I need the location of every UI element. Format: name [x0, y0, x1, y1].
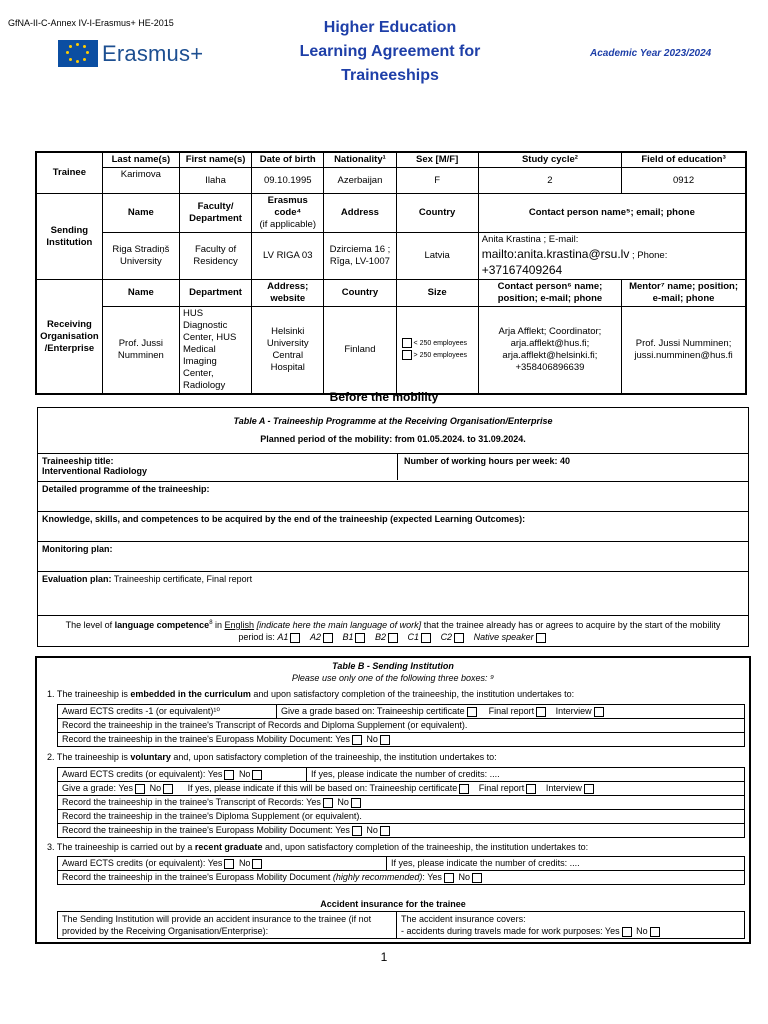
planned-period: Planned period of the mobility: from 01.05.2024. to 31.09.2024.	[260, 434, 526, 444]
s2-final-report-checkbox[interactable]	[526, 784, 536, 794]
s1-transcript: Record the traineeship in the trainee's Transcript of Records and Diploma Supplement (or equivalent).	[58, 719, 745, 733]
s2-europass-yes-checkbox[interactable]	[352, 826, 362, 836]
s2-credits-number: If yes, please indicate the number of credits: ....	[307, 768, 745, 782]
level-a1-checkbox[interactable]	[290, 633, 300, 643]
traineeship-title-row	[38, 454, 748, 482]
monitoring-plan: Monitoring plan:	[38, 542, 748, 572]
level-b2-checkbox[interactable]	[388, 633, 398, 643]
th-r-mentor: Mentor⁷ name; position; e-mail; phone	[622, 280, 746, 307]
th-s-contact: Contact person name⁵; email; phone	[478, 194, 746, 233]
trainee-first-name: Ilaha	[179, 168, 251, 194]
sending-faculty: Faculty of Residency	[179, 233, 251, 280]
level-b1-checkbox[interactable]	[355, 633, 365, 643]
trainee-study-cycle: 2	[478, 168, 621, 194]
s2-transcript: Record the traineeship in the trainee's Transcript of Records: Yes No	[58, 796, 745, 810]
s2-grade-yes-checkbox[interactable]	[135, 784, 145, 794]
language-competence: The level of language competence$^8$ in English [indicate here the main language of work] that the trainee already has or agrees to acquire by the start of the mobility period is: A1 A2 B1 B2 C1 C2 Native speaker	[65, 620, 721, 642]
section-2-table	[57, 767, 745, 838]
level-native-checkbox[interactable]	[536, 633, 546, 643]
logo-text: Erasmus+	[102, 40, 204, 66]
sending-country: Latvia	[396, 233, 478, 280]
table-b-subtitle: Please use only one of the following three boxes: ⁹	[291, 673, 495, 683]
s2-europass-no-checkbox[interactable]	[380, 826, 390, 836]
th-dob: Date of birth	[252, 152, 324, 168]
th-sex: Sex [M/F]	[396, 152, 478, 168]
trainee-sex: F	[396, 168, 478, 194]
trainee-label: Trainee	[36, 152, 102, 194]
receiving-address: Helsinki University Central Hospital	[252, 307, 324, 395]
receiving-size: < 250 employees > 250 employees	[396, 307, 478, 395]
s3-europass-yes-checkbox[interactable]	[444, 873, 454, 883]
section-3-table	[57, 856, 745, 885]
section-2-intro: 2. The traineeship is voluntary and, upon satisfactory completion of the traineeship, the institution undertakes to:	[47, 752, 497, 762]
s3-award-no-checkbox[interactable]	[252, 859, 262, 869]
accident-title: Accident insurance for the trainee	[320, 899, 466, 909]
level-c1-checkbox[interactable]	[421, 633, 431, 643]
sending-address: Dzirciema 16 ; Rīga, LV-1007	[324, 233, 396, 280]
th-s-name: Name	[102, 194, 179, 233]
level-c2-checkbox[interactable]	[454, 633, 464, 643]
s1-europass-no-checkbox[interactable]	[380, 735, 390, 745]
s1-europass: Record the traineeship in the trainee's Europass Mobility Document: Yes No	[58, 733, 745, 747]
s2-transcript-yes-checkbox[interactable]	[323, 798, 333, 808]
eu-flag-icon	[58, 40, 98, 67]
th-s-code: Erasmus code⁴ (if applicable)	[252, 194, 324, 233]
s3-europass-no-checkbox[interactable]	[472, 873, 482, 883]
sending-code: LV RIGA 03	[252, 233, 324, 280]
size-large-checkbox[interactable]	[402, 350, 412, 360]
traineeship-title-label: Traineeship title:	[42, 456, 114, 466]
evaluation-plan: Evaluation plan: Traineeship certificate, Final report	[38, 572, 748, 616]
s3-award-yes-checkbox[interactable]	[224, 859, 234, 869]
th-study-cycle: Study cycle²	[478, 152, 621, 168]
trainee-field: 0912	[622, 168, 746, 194]
size-small-checkbox[interactable]	[402, 338, 412, 348]
th-r-country: Country	[324, 280, 396, 307]
before-heading: Before the mobility	[329, 390, 439, 404]
working-hours: Number of working hours per week: 40	[404, 456, 571, 466]
th-s-address: Address	[324, 194, 396, 233]
s3-europass: Record the traineeship in the trainee's Europass Mobility Document (highly recommended): Yes No	[58, 871, 745, 885]
trainee-nationality: Azerbaijan	[324, 168, 396, 194]
receiving-department: HUS Diagnostic Center, HUS Medical Imaging Center, Radiology	[179, 307, 251, 395]
th-s-country: Country	[396, 194, 478, 233]
th-last-name: Last name(s)	[102, 152, 179, 168]
s2-transcript-no-checkbox[interactable]	[351, 798, 361, 808]
s1-grade: Give a grade based on: Traineeship certificate Final report Interview	[277, 705, 745, 719]
document-reference: GfNA-II-C-Annex IV-I-Erasmus+ HE-2015	[8, 18, 174, 28]
s2-grade-no-checkbox[interactable]	[163, 784, 173, 794]
accident-no-checkbox[interactable]	[650, 927, 660, 937]
section-3-intro: 3. The traineeship is carried out by a recent graduate and, upon satisfactory completion of the traineeship, the institution undertakes to:	[47, 842, 589, 852]
s1-europass-yes-checkbox[interactable]	[352, 735, 362, 745]
s2-grade: Give a grade: Yes No If yes, please indicate if this will be based on: Traineeship certificate Final report Interview	[58, 782, 745, 796]
erasmus-logo	[58, 40, 203, 67]
receiving-contact: Arja Afflekt; Coordinator; arja.afflekt@hus.fi; arja.afflekt@helsinki.fi; +358406896639	[478, 307, 621, 395]
s1-certificate-checkbox[interactable]	[467, 707, 477, 717]
sending-label: Sending Institution	[36, 194, 102, 280]
s2-interview-checkbox[interactable]	[584, 784, 594, 794]
academic-year: Academic Year 2023/2024	[590, 48, 712, 59]
accident-right: The accident insurance covers: - accidents during travels made for work purposes: Yes No	[397, 912, 745, 939]
table-b-title: Table B - Sending Institution	[332, 661, 454, 671]
receiving-name: Prof. Jussi Numminen	[102, 307, 179, 395]
detailed-programme: Detailed programme of the traineeship:	[38, 482, 748, 512]
level-a2-checkbox[interactable]	[323, 633, 333, 643]
th-s-faculty: Faculty/ Department	[179, 194, 251, 233]
s1-award-credits: Award ECTS credits -1 (or equivalent)¹⁰	[58, 705, 277, 719]
table-b	[35, 656, 751, 944]
accident-left: The Sending Institution will provide an accident insurance to the trainee (if not provided by the Receiving Organisation/Enterprise):	[58, 912, 397, 939]
s2-diploma: Record the traineeship in the trainee's Diploma Supplement (or equivalent).	[58, 810, 745, 824]
page-number: 1	[380, 950, 388, 964]
traineeship-title-value: Interventional Radiology	[42, 466, 148, 476]
th-field: Field of education³	[622, 152, 746, 168]
th-r-name: Name	[102, 280, 179, 307]
s2-award-no-checkbox[interactable]	[252, 770, 262, 780]
s3-credits-number: If yes, please indicate the number of credits: ....	[387, 857, 745, 871]
th-first-name: First name(s)	[179, 152, 251, 168]
sending-name: Riga Stradiņš University	[102, 233, 179, 280]
knowledge-skills: Knowledge, skills, and competences to be acquired by the end of the traineeship (expected Learning Outcomes):	[38, 512, 748, 542]
s2-award: Award ECTS credits (or equivalent): Yes No	[58, 768, 307, 782]
page-title: Higher Education Learning Agreement for Traineeships	[299, 19, 481, 84]
accident-table	[57, 911, 745, 939]
table-a-title: Table A - Traineeship Programme at the Receiving Organisation/Enterprise	[233, 416, 553, 426]
s3-award: Award ECTS credits (or equivalent): Yes No	[58, 857, 387, 871]
trainee-dob: 09.10.1995	[252, 168, 324, 194]
s1-final-report-checkbox[interactable]	[536, 707, 546, 717]
receiving-label: Receiving Organisation /Enterprise	[36, 280, 102, 395]
section-1-intro: 1. The traineeship is embedded in the curriculum and upon satisfactory completion of the traineeship, the institution undertakes to:	[47, 689, 575, 699]
th-r-dept: Department	[179, 280, 251, 307]
trainee-last-name: Karimova	[102, 168, 179, 194]
participants-table	[35, 151, 747, 395]
s2-award-yes-checkbox[interactable]	[224, 770, 234, 780]
s2-certificate-checkbox[interactable]	[459, 784, 469, 794]
receiving-mentor: Prof. Jussi Numminen; jussi.numminen@hus.fi	[622, 307, 746, 395]
table-a	[37, 407, 749, 647]
th-nationality: Nationality¹	[324, 152, 396, 168]
th-r-contact: Contact person⁶ name; position; e-mail; phone	[478, 280, 621, 307]
s2-europass: Record the traineeship in the trainee's Europass Mobility Document: Yes No	[58, 824, 745, 838]
th-r-size: Size	[396, 280, 478, 307]
accident-yes-checkbox[interactable]	[622, 927, 632, 937]
sending-contact: Anita Krastina ; E-mail: mailto:anita.krastina@rsu.lv ; Phone: +37167409264	[478, 233, 746, 280]
th-r-address: Address; website	[252, 280, 324, 307]
receiving-country: Finland	[324, 307, 396, 395]
section-1-table	[57, 704, 745, 747]
s1-interview-checkbox[interactable]	[594, 707, 604, 717]
